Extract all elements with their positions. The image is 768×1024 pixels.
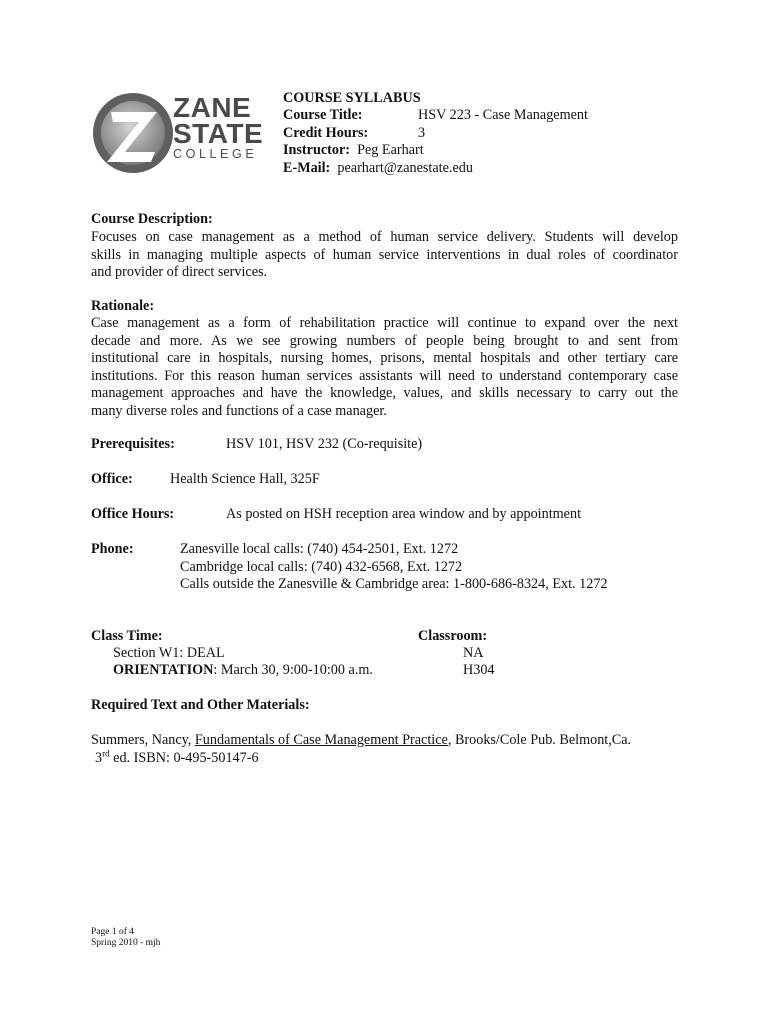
- rationale-line: institutions. For this reason human services assistants will need to understand contemporary case: [91, 367, 678, 384]
- logo-wordmark: [173, 92, 264, 161]
- course-title-value: HSV 223 - Case Management: [418, 107, 588, 123]
- credit-hours-value: 3: [418, 125, 426, 141]
- book-title: Fundamentals of Case Management Practice: [194, 732, 448, 748]
- description-body: [91, 229, 678, 282]
- syllabus-title: COURSE SYLLABUS: [283, 90, 421, 106]
- instructor-value: Peg Earhart: [357, 142, 424, 158]
- instructor-label: Instructor:: [283, 142, 350, 158]
- phone-line: Cambridge local calls: (740) 432-6568, Ext. 1272: [180, 558, 463, 575]
- page-number: Page 1 of 4: [91, 927, 135, 937]
- email-label: E-Mail:: [283, 160, 331, 176]
- classroom-label: Classroom:: [418, 628, 488, 644]
- rationale-line: decade and more. As we see growing numbers of people being brought to and sent from: [91, 332, 678, 349]
- phone-list: [180, 541, 608, 594]
- phone-line: Calls outside the Zanesville & Cambridge area: 1-800-686-8324, Ext. 1272: [180, 576, 608, 592]
- rationale-line: Case management as a form of rehabilitation practice will continue to expand over the next: [91, 315, 678, 331]
- orientation-label: ORIENTATION: [113, 662, 214, 678]
- term-note: Spring 2010 - mjh: [91, 938, 161, 948]
- orientation-room: H304: [463, 662, 495, 678]
- section-room: NA: [463, 645, 484, 661]
- office-hours-label: Office Hours:: [91, 506, 175, 522]
- description-line: and provider of direct services.: [91, 264, 268, 280]
- logo-college: COLLEGE: [173, 147, 258, 161]
- email-row: [283, 160, 473, 178]
- book-author: Summers, Nancy,: [91, 732, 195, 748]
- rationale-line: many diverse roles and functions of a case manager.: [91, 402, 387, 419]
- office-label: Office:: [91, 471, 133, 487]
- email-value[interactable]: pearhart@zanestate.edu: [337, 160, 473, 176]
- description-heading: Course Description:: [91, 211, 213, 227]
- section-text: Section W1: DEAL: [113, 645, 225, 661]
- prereq-label: Prerequisites:: [91, 436, 175, 452]
- z-mark-logo-icon: [91, 90, 175, 176]
- description-line: skills in managing multiple aspects of human service interventions in dual roles of coordinator: [91, 246, 678, 263]
- prereq-value: HSV 101, HSV 232 (Co-requisite): [226, 436, 423, 452]
- rationale-body: [91, 315, 678, 420]
- edition-superscript: rd: [102, 748, 110, 759]
- rationale-heading: Rationale:: [91, 298, 155, 314]
- instructor-row: [283, 142, 424, 160]
- office-hours-value: As posted on HSH reception area window and by appointment: [226, 506, 582, 522]
- logo-state: STATE: [173, 118, 264, 149]
- class-time-label: Class Time:: [91, 628, 163, 644]
- credit-hours-label: Credit Hours:: [283, 125, 369, 141]
- edition-rest: ed. ISBN: 0-495-50147-6: [109, 750, 259, 766]
- logo-zane: ZANE: [173, 92, 252, 123]
- materials-heading: Required Text and Other Materials:: [91, 697, 310, 713]
- rationale-line: institutional care in hospitals, nursing homes, prisons, mental hospitals and other tertiary care: [91, 350, 678, 366]
- materials-citation: [91, 732, 631, 750]
- orientation-row: [113, 662, 373, 680]
- phone-line: Zanesville local calls: (740) 454-2501, Ext. 1272: [180, 541, 459, 557]
- page-footer: [91, 927, 160, 949]
- office-value: Health Science Hall, 325F: [170, 471, 320, 487]
- orientation-text: : March 30, 9:00-10:00 a.m.: [213, 662, 373, 678]
- book-edition: [95, 750, 259, 768]
- phone-label: Phone:: [91, 541, 134, 557]
- rationale-line: management approaches and have the knowledge, values, and skills necessary to carry out the: [91, 385, 678, 401]
- description-line: Focuses on case management as a method of human service delivery. Students will develop: [91, 229, 678, 245]
- book-publisher: , Brooks/Cole Pub. Belmont,Ca.: [447, 732, 632, 748]
- zane-state-logo: [91, 90, 271, 176]
- course-title-label: Course Title:: [283, 107, 363, 123]
- edition-number: 3: [95, 750, 103, 766]
